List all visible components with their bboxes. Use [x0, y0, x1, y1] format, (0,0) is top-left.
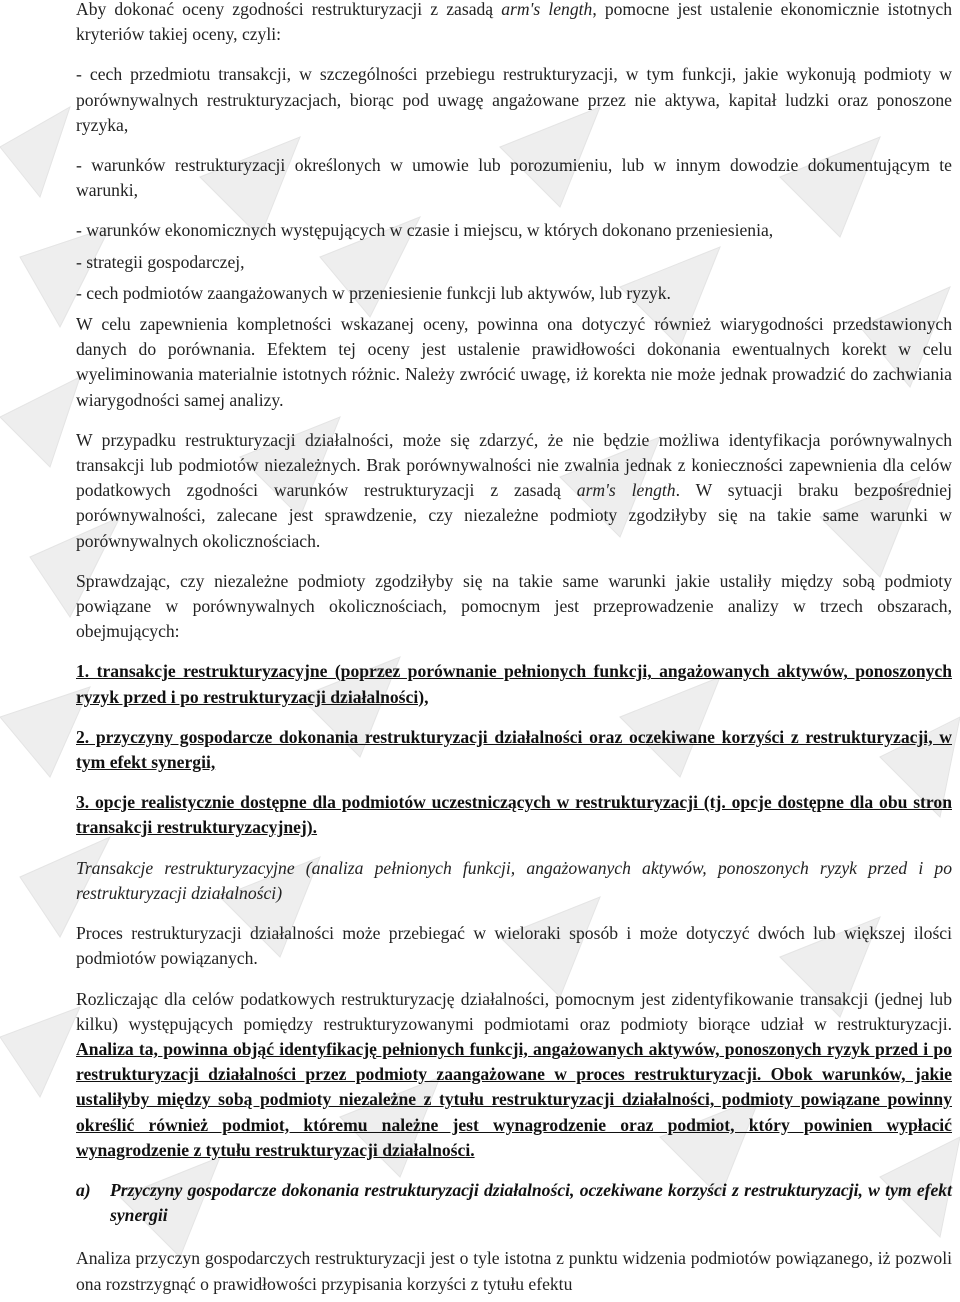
numbered-item-3: 3. opcje realistycznie dostępne dla podmiotów uczestniczących w restrukturyzacji (tj. opcje dostępne dla obu stron transakcji restrukturyzacyjnej).: [76, 792, 952, 838]
comparability-text: W przypadku restrukturyzacji działalności, może się zdarzyć, że nie będzie możliwa identyfikacja porównywalnych transakcji lub podmiotów niezależnych. Brak porównywalności nie zwalnia jednak z konieczności zapewnienia dla celów podatkowych zgodności warunków restrukturyzacji z zasadą: [76, 429, 952, 501]
criterion-item-5: - cech podmiotów zaangażowanych w przeniesienie funkcji lub aktywów, lub ryzyk.: [76, 282, 671, 303]
heading-text: Przyczyny gospodarcze dokonania restrukturyzacji działalności, oczekiwane korzyści z restrukturyzacji, w tym efekt synergii: [110, 1179, 952, 1226]
paragraph-completeness: W celu zapewnienia kompletności wskazanej oceny, powinna ona dotyczyć również wiarygodności przedstawionych danych do porównania. Efektem tej oceny jest ustalenie prawidłowości dokonania ewentualnych korekt w celu wyeliminowania materialnie istotnych różnic. Należy zwrócić uwagę, iż korekta nie może jednak prowadzić do zachwiania wiarygodności samej analizy.: [76, 314, 952, 410]
comparability-text-end: . W sytuacji braku bezpośredniej porównywalności, zalecane jest sprawdzenie, czy niezależne podmioty zgodziłyby się na takie same warunki w porównywalnych okolicznościach.: [76, 480, 952, 551]
term-arms-length: arm's length: [576, 480, 676, 501]
paragraph-analysis-areas: Sprawdzając, czy niezależne podmioty zgodziłyby się na takie same warunki jakie ustaliły między sobą podmioty powiązane w porównywalnych okolicznościach, pomocnym jest przeprowadzenie analizy w trzech obszarach, obejmujących:: [76, 570, 952, 642]
identification-emphasis: Analiza ta, powinna objąć identyfikację pełnionych funkcji, angażowanych aktywów, ponoszonych ryzyk przed i po restrukturyzacji działalności przez podmioty zaangażowane w proces restrukturyzacji. Obok warunków, jakie ustaliłyby między sobą podmioty niezależne z tytułu restrukturyzacji działalności, podmioty powiązane powinny określić również podmiot, któremu należne jest wynagrodzenie oraz podmiot, który powinien wypłacić wynagrodzenie z tytułu restrukturyzacji działalności.: [76, 1038, 952, 1160]
criterion-item-4: - strategii gospodarczej,: [76, 251, 245, 272]
criterion-item-3: - warunków ekonomicznych występujących w czasie i miejscu, w których dokonano przeniesienia,: [76, 220, 774, 241]
intro-text-end: , pomocne jest ustalenie ekonomicznie istotnych kryteriów takiej oceny, czyli:: [76, 0, 952, 45]
section-heading-a: [76, 1178, 952, 1228]
numbered-item-1: 1. transakcje restrukturyzacyjne (poprzez porównanie pełnionych funkcji, angażowanych aktywów, ponoszonych ryzyk przed i po restrukturyzacji działalności),: [76, 661, 952, 707]
intro-text: Aby dokonać oceny zgodności restrukturyzacji z zasadą: [76, 0, 502, 19]
term-arms-length: arm's length: [501, 0, 593, 19]
heading-label: a): [76, 1179, 91, 1200]
section-subtitle: Transakcje restrukturyzacyjne (analiza pełnionych funkcji, angażowanych aktywów, ponoszonych ryzyk przed i po restrukturyzacji działalności): [76, 857, 952, 903]
paragraph-identification: [76, 987, 952, 1163]
criterion-item-2: - warunków restrukturyzacji określonych w umowie lub porozumieniu, lub w innym dowodzie dokumentującym te warunki,: [76, 155, 952, 201]
paragraph-comparability: [76, 428, 952, 554]
identification-text: Rozliczając dla celów podatkowych restrukturyzację działalności, pomocnym jest zidentyfikowanie transakcji (jednej lub kilku) występujących pomiędzy restrukturyzowanymi podmiotami oraz podmioty biorące udział w restrukturyzacji.: [76, 988, 952, 1034]
criterion-item-1: - cech przedmiotu transakcji, w szczególności przebiegu restrukturyzacji, w tym funkcji, jakie wykonują podmioty w porównywalnych restrukturyzacjach, biorąc pod uwagę angażowane przez nie aktywa, kapitał ludzki oraz ponoszone ryzyka,: [76, 64, 952, 135]
numbered-item-2: 2. przyczyny gospodarcze dokonania restrukturyzacji działalności oraz oczekiwane korzyści z restrukturyzacji, w tym efekt synergii,: [76, 726, 952, 773]
paragraph-intro: [76, 0, 952, 47]
paragraph-economic-reasons: Analiza przyczyn gospodarczych restrukturyzacji jest o tyle istotna z punktu widzenia podmiotów powiązanego, iż pozwoli ona rozstrzygnąć o prawidłowości przypisania korzyści z tytułu efektu: [76, 1248, 952, 1294]
paragraph-process: Proces restrukturyzacji działalności może przebiegać w wieloraki sposób i może dotyczyć dwóch lub większej ilości podmiotów powiązanych.: [76, 923, 952, 969]
